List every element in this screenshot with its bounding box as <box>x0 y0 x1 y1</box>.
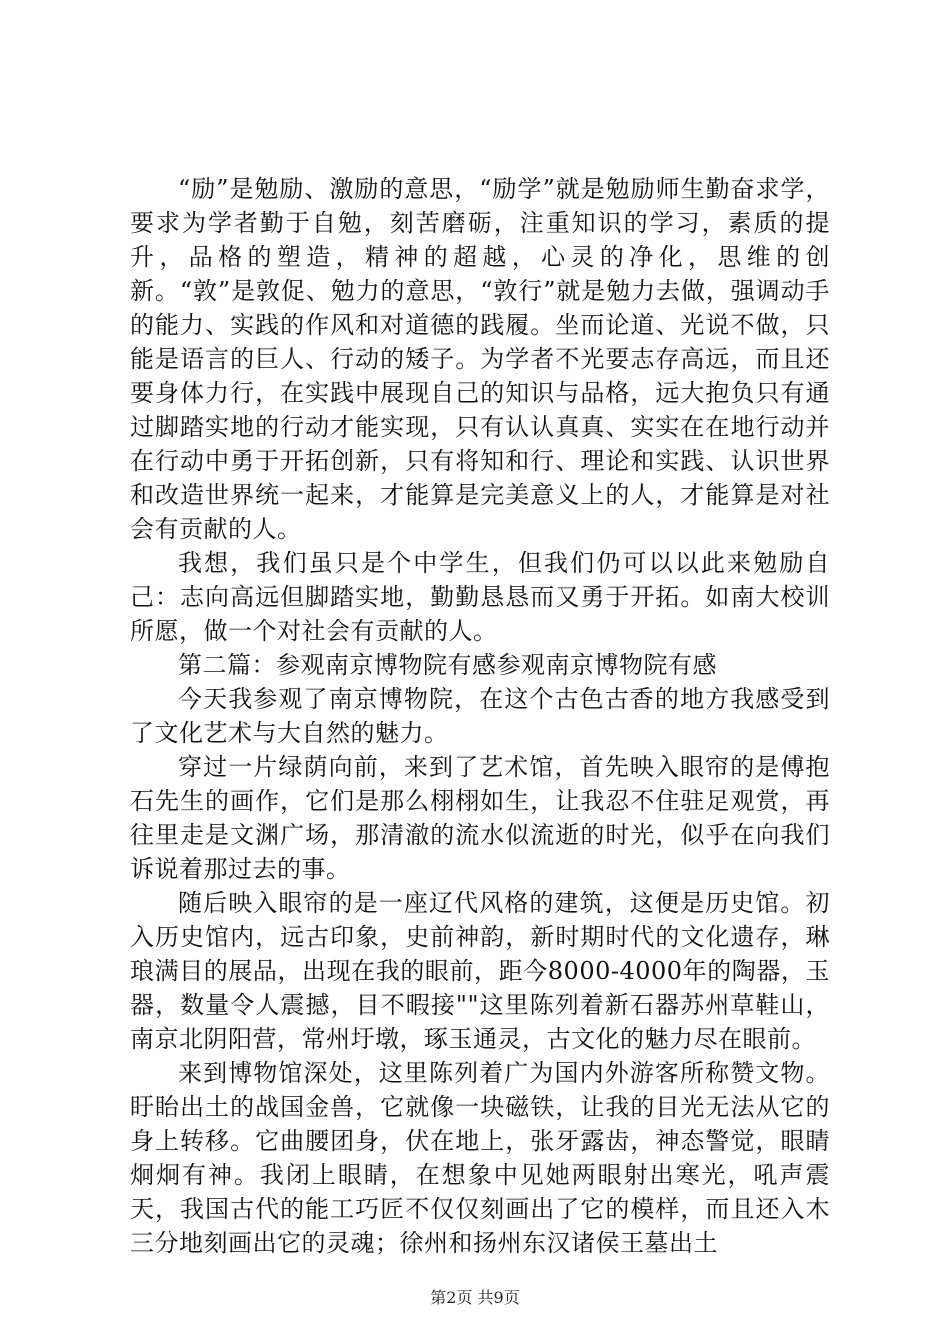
paragraph-museum-intro: 今天我参观了南京博物院，在这个古色古香的地方我感受到了文化艺术与大自然的魅力。 <box>130 685 830 747</box>
paragraph-history-hall: 随后映入眼帘的是一座辽代风格的建筑，这便是历史馆。初入历史馆内，远古印象，史前神韵，新时期时代的文化遗存，琳琅满目的展品，出现在我的眼前，距今8000-4000年的陶器，玉器，数量令人震撼，目不暇接""这里陈列着新石器苏州草鞋山，南京北阴阳营，常州圩墩，琢玉通灵，古文化的魅力尽在眼前。 <box>130 889 830 1053</box>
paragraph-art-hall: 穿过一片绿荫向前，来到了艺术馆，首先映入眼帘的是傅抱石先生的画作，它们是那么栩栩如生，让我忍不住驻足观赏，再往里走是文渊广场，那清澈的流水似流逝的时光，似乎在向我们诉说着那过去的事。 <box>130 753 830 883</box>
page-number-footer: 第2页 共9页 <box>430 1288 520 1307</box>
paragraph-artifacts: 来到博物馆深处，这里陈列着广为国内外游客所称赞文物。盱眙出土的战国金兽，它就像一块磁铁，让我的目光无法从它的身上转移。它曲腰团身，伏在地上，张牙露齿，神态警觉，眼睛炯炯有神。我闭上眼睛，在想象中见她两眼射出寒光，吼声震天，我国古代的能工巧匠不仅仅刻画出了它的模样，而且还入木三分地刻画出它的灵魂；徐州和扬州东汉诸侯王墓出土 <box>130 1059 830 1257</box>
section-heading: 第二篇：参观南京博物院有感参观南京博物院有感 <box>178 651 717 679</box>
paragraph-self-encouragement: 我想，我们虽只是个中学生，但我们仍可以以此来勉励自己：志向高远但脚踏实地，勤勤恳恳而又勇于开拓。如南大校训所愿，做一个对社会有贡献的人。 <box>130 549 830 645</box>
paragraph-lixue-dunxing: “励”是勉励、激励的意思，“励学”就是勉励师生勤奋求学，要求为学者勤于自勉，刻苦磨砺，注重知识的学习，素质的提升，品格的塑造，精神的超越，心灵的净化，思维的创新。“敦”是敦促、勉力的意思，“敦行”就是勉力去做，强调动手的能力、实践的作风和对道德的践履。坐而论道、光说不做，只能是语言的巨人、行动的矮子。为学者不光要志存高远，而且还要身体力行，在实践中展现自己的知识与品格，远大抱负只有通过脚踏实地的行动才能实现，只有认认真真、实实在在地行动并在行动中勇于开拓创新，只有将知和行、理论和实践、认识世界和改造世界统一起来，才能算是完美意义上的人，才能算是对社会有贡献的人。 <box>130 175 830 543</box>
document-body <box>130 172 830 1260</box>
